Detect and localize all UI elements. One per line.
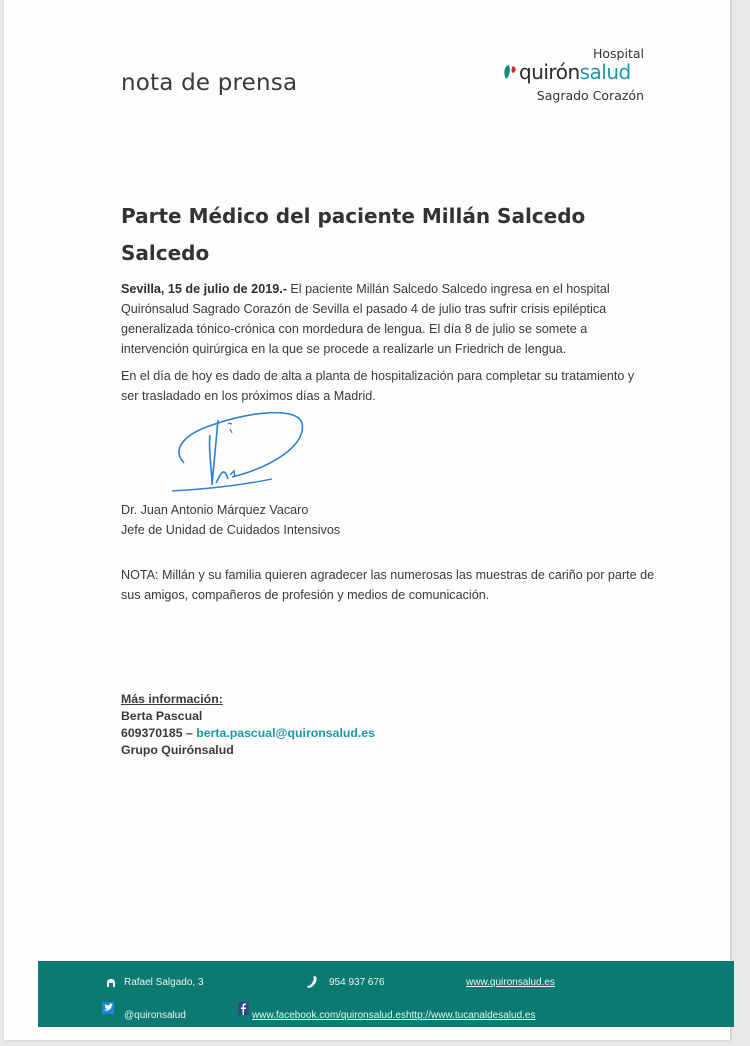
document-title: Parte Médico del paciente Millán Salcedo Salcedo [121,204,586,265]
contact-separator: – [182,726,197,740]
paragraph-discharge: En el día de hoy es dado de alta a planta de hospitalización para completar su tratamiento y ser trasladado en los próximos días a Madrid. [121,369,635,403]
note-paragraph: NOTA: Millán y su familia quieren agradecer las numerosas las muestras de cariño por parte de sus amigos, compañeros de profesión y medios de comunicación. [121,568,655,602]
signatory-block [121,500,340,540]
logo-brand [502,60,631,84]
contact-line [121,725,375,742]
signatory-role: Jefe de Unidad de Cuidados Intensivos [121,523,341,537]
contact-phone: 609370185 [121,726,183,740]
footer-address: Rafael Salgado, 3 [124,977,204,988]
footer-phone: 954 937 676 [329,977,385,988]
more-info-heading: Más información: [121,692,223,706]
phone-icon [306,975,318,989]
more-info-block [121,691,375,759]
handwritten-signature [172,405,322,493]
paragraph-admission [121,279,651,359]
logo-subtitle: Sagrado Corazón [536,88,644,103]
footer-twitter-handle[interactable]: @quironsalud [124,1010,186,1021]
facebook-icon[interactable] [238,1002,249,1015]
home-icon [106,977,116,987]
doc-type-label: nota de prensa [121,70,298,96]
logo-brand-part1: quirón [519,60,580,84]
dateline: Sevilla, 15 de julio de 2019.- [121,282,287,296]
logo-brand-part2: salud [579,60,631,84]
contact-organization: Grupo Quirónsalud [121,743,234,757]
signatory-name: Dr. Juan Antonio Márquez Vacaro [121,503,309,517]
quironsalud-leaf-icon [502,63,518,81]
footer-facebook-link[interactable]: www.facebook.com/quironsalud.eshttp://www.tucanaldesalud.es [252,1010,536,1021]
footer-website-link[interactable]: www.quironsalud.es [466,977,555,988]
footer-bar [38,961,734,1027]
logo-hospital-text: Hospital [592,46,644,61]
document-page [4,0,730,1040]
paragraph-admission-body: El paciente Millán Salcedo Salcedo ingresa en el hospital Quirónsalud Sagrado Corazón de Sevilla el pasado 4 de julio tras sufrir crisis epiléptica generalizada tónico-crónica con mordedura de lengua. El día 8 de julio se somete a intervención quirúrgica en la que se procede a realizarle un Friedrich de lengua. [121,282,610,356]
contact-email-link[interactable]: berta.pascual@quironsalud.es [196,726,375,740]
hospital-logo [502,46,652,106]
contact-name: Berta Pascual [121,709,203,723]
twitter-icon[interactable] [102,1002,114,1014]
